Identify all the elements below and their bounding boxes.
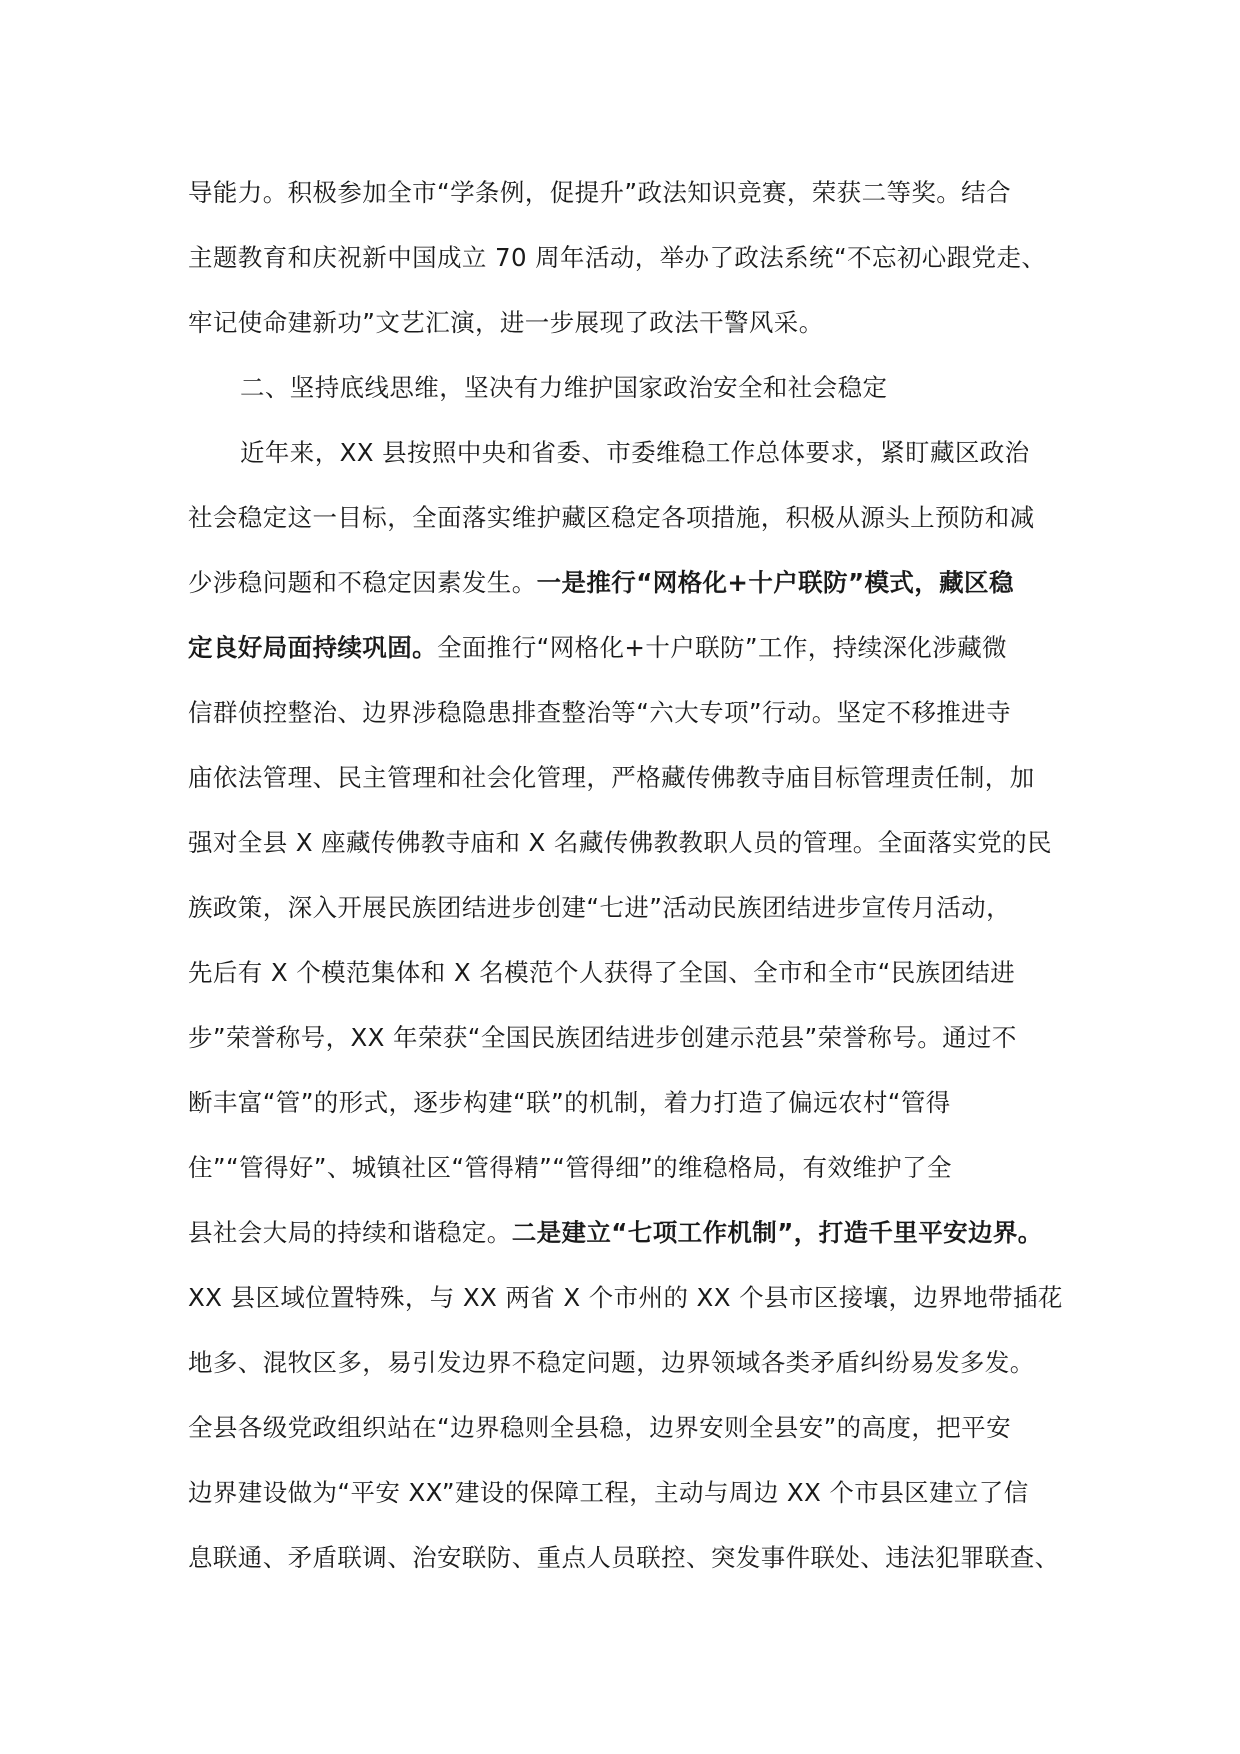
text-segment: 地多、混牧区多，易引发边界不稳定问题，边界领域各类矛盾纠纷易发多发。 — [188, 1348, 1035, 1377]
text-line — [188, 1135, 1050, 1200]
text-segment: 先后有 X 个模范集体和 X 名模范个人获得了全国、全市和全市“民族团结进 — [188, 958, 1016, 987]
text-segment: 牢记使命建新功”文艺汇演，进一步展现了政法干警风采。 — [188, 308, 824, 337]
text-segment: 社会稳定这一目标，全面落实维护藏区稳定各项措施，积极从源头上预防和减 — [188, 503, 1035, 532]
text-line — [188, 1460, 1050, 1525]
document-page — [188, 160, 1063, 1590]
text-segment: 少涉稳问题和不稳定因素发生。 — [188, 568, 537, 597]
text-segment: 全县各级党政组织站在“边界稳则全县稳，边界安则全县安”的高度，把平安 — [188, 1413, 1011, 1442]
text-segment: 族政策，深入开展民族团结进步创建“七进”活动民族团结进步宣传月活动， — [188, 893, 1011, 922]
text-segment: 强对全县 X 座藏传佛教寺庙和 X 名藏传佛教教职人员的管理。全面落实党的民 — [188, 828, 1052, 857]
text-segment: 全面推行“网格化+十户联防”工作，持续深化涉藏微 — [437, 633, 1008, 662]
text-segment: 县社会大局的持续和谐稳定。 — [188, 1218, 512, 1247]
text-line — [188, 680, 1050, 745]
bold-text-segment: 定良好局面持续巩固。 — [188, 633, 437, 662]
text-segment: 近年来，XX 县按照中央和省委、市委维稳工作总体要求，紧盯藏区政治 — [240, 438, 1030, 467]
text-segment: XX 县区域位置特殊，与 XX 两省 X 个市州的 XX 个县市区接壤，边界地带插花 — [188, 1283, 1063, 1312]
text-segment: 断丰富“管”的形式，逐步构建“联”的机制，着力打造了偏远农村“管得 — [188, 1088, 951, 1117]
text-segment: 步”荣誉称号，XX 年荣获“全国民族团结进步创建示范县”荣誉称号。通过不 — [188, 1023, 1017, 1052]
text-line — [188, 1330, 1050, 1395]
text-line — [188, 1005, 1050, 1070]
text-segment: 住”“管得好”、城镇社区“管得精”“管得细”的维稳格局，有效维护了全 — [188, 1153, 952, 1182]
text-line — [188, 1070, 1050, 1135]
text-line — [188, 355, 1050, 420]
text-line — [188, 810, 1050, 875]
text-line — [188, 1200, 1050, 1265]
text-segment: 息联通、矛盾联调、治安联防、重点人员联控、突发事件联处、违法犯罪联查、 — [188, 1543, 1060, 1572]
text-line — [188, 1395, 1050, 1460]
text-line — [188, 615, 1050, 680]
text-segment: 二、坚持底线思维，坚决有力维护国家政治安全和社会稳定 — [240, 373, 888, 402]
text-line — [188, 745, 1050, 810]
text-line — [188, 875, 1050, 940]
text-segment: 导能力。积极参加全市“学条例，促提升”政法知识竞赛，荣获二等奖。结合 — [188, 178, 1011, 207]
bold-text-segment: 一是推行“网格化+十户联防”模式，藏区稳 — [536, 568, 1014, 597]
text-line — [188, 550, 1050, 615]
text-line — [188, 420, 1050, 485]
bold-text-segment: 二是建立“七项工作机制”，打造千里平安边界。 — [511, 1218, 1043, 1247]
text-segment: 边界建设做为“平安 XX”建设的保障工程，主动与周边 XX 个市县区建立了信 — [188, 1478, 1029, 1507]
text-line — [188, 225, 1050, 290]
text-line — [188, 160, 1050, 225]
text-line — [188, 940, 1050, 1005]
text-segment: 庙依法管理、民主管理和社会化管理，严格藏传佛教寺庙目标管理责任制，加 — [188, 763, 1035, 792]
text-line — [188, 1265, 1063, 1330]
text-line — [188, 1525, 1060, 1590]
text-segment: 主题教育和庆祝新中国成立 70 周年活动，举办了政法系统“不忘初心跟党走、 — [188, 243, 1047, 272]
text-segment: 信群侦控整治、边界涉稳隐患排查整治等“六大专项”行动。坚定不移推进寺 — [188, 698, 1011, 727]
text-line — [188, 485, 1050, 550]
text-line — [188, 290, 1050, 355]
